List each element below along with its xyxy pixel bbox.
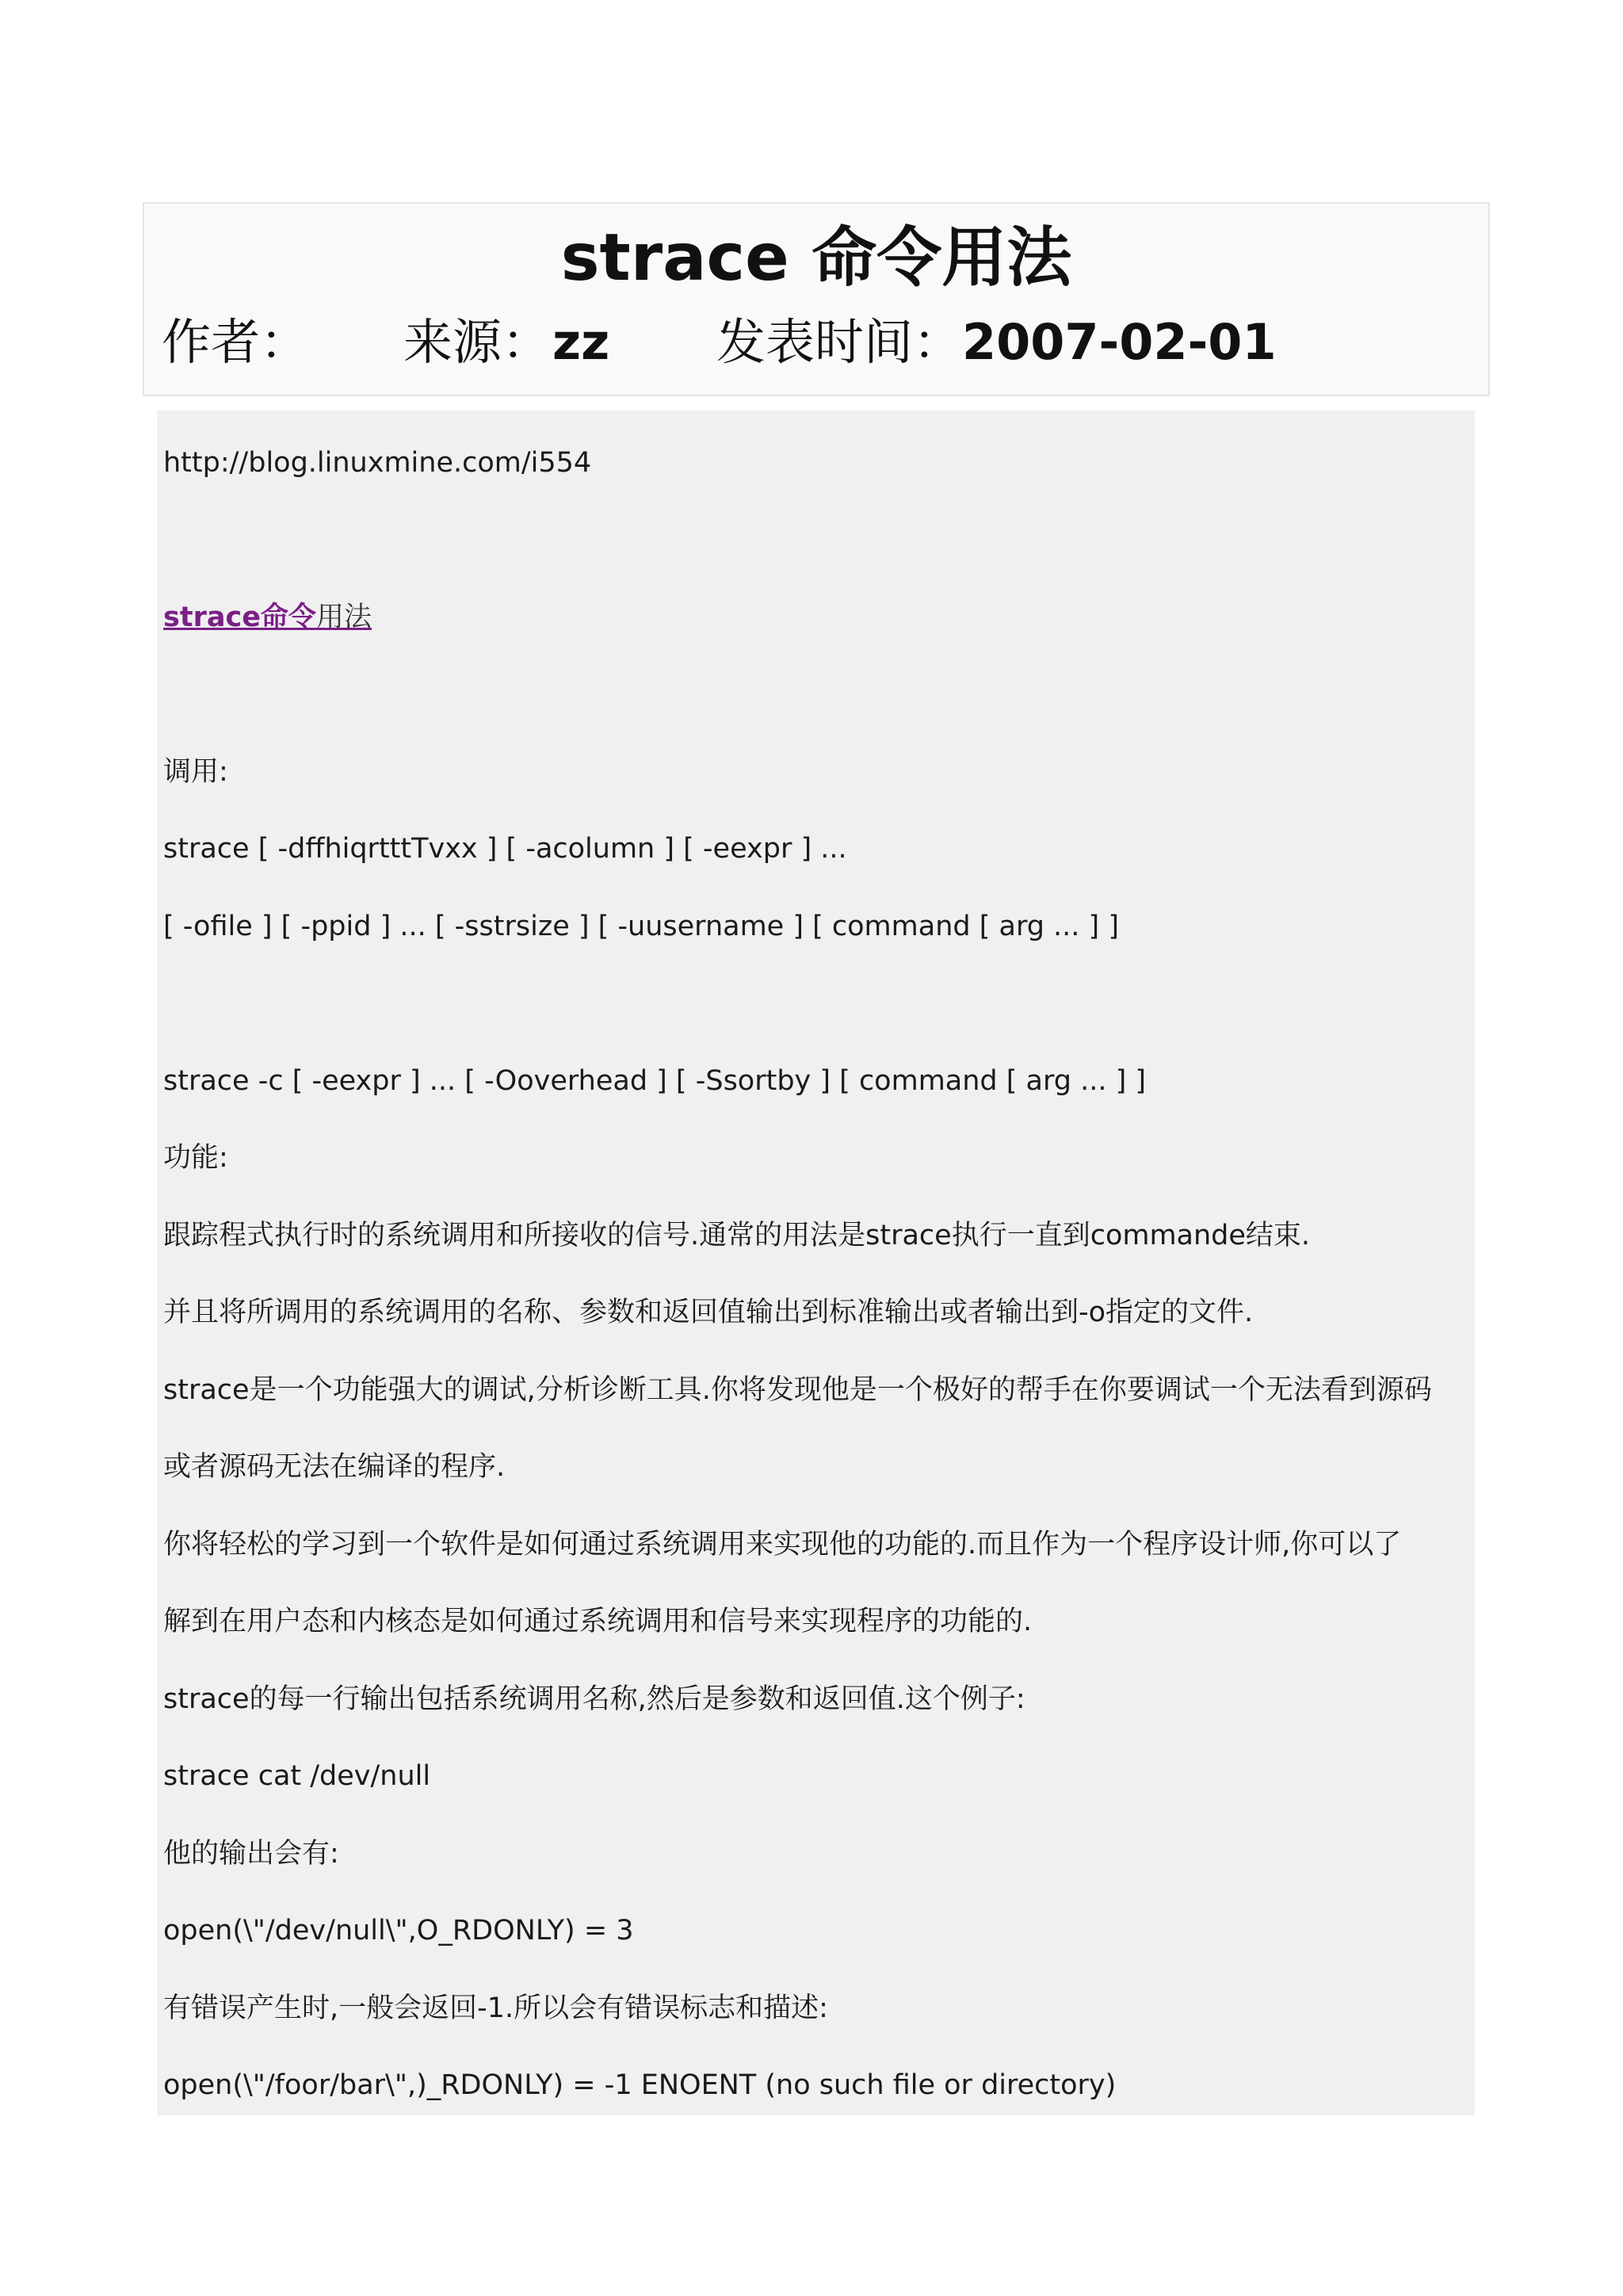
text-line: strace是一个功能强大的调试,分析诊断工具.你将发现他是一个极好的帮手在你要调试一个无法看到源码: [163, 1374, 1432, 1406]
page-title: strace 命令用法: [560, 220, 1072, 296]
text-line: 功能:: [163, 1142, 228, 1174]
text-line: 调用:: [163, 756, 228, 788]
text-line: strace -c [ -eexpr ] ... [ -Ooverhead ] [ -Ssortby ] [ command [ arg ... ] ]: [163, 1065, 1147, 1097]
text-line: [ -ofile ] [ -ppid ] ... [ -sstrsize ] [ -uusername ] [ command [ arg ... ] ]: [163, 911, 1119, 942]
text-line: 并且将所调用的系统调用的名称、参数和返回值输出到标准输出或者输出到-o指定的文件.: [163, 1297, 1254, 1328]
text-line: strace cat /dev/null: [163, 1760, 431, 1792]
text-line: 他的输出会有:: [163, 1838, 339, 1870]
article-title-link[interactable]: [163, 598, 372, 636]
text-line: 解到在用户态和内核态是如何通过系统调用和信号来实现程序的功能的.: [163, 1606, 1033, 1637]
date-label: 发表时间：: [716, 313, 963, 371]
source-url: http://blog.linuxmine.com/i554: [163, 447, 592, 479]
text-line: open(\"/dev/null\",O_RDONLY) = 3: [163, 1915, 634, 1946]
text-line: open(\"/foor/bar\",)_RDONLY) = -1 ENOENT (no such file or directory): [163, 2069, 1117, 2101]
article-header: [143, 202, 1490, 396]
link-title-part2: 用法: [315, 602, 372, 633]
text-line: strace [ -dffhiqrtttTvxx ] [ -acolumn ] [ -eexpr ] ...: [163, 833, 847, 865]
text-line: 有错误产生时,一般会返回-1.所以会有错误标志和描述:: [163, 1992, 828, 2024]
author-label: 作者：: [162, 313, 310, 371]
article-body: [157, 411, 1475, 2115]
date-value: 2007-02-01: [962, 313, 1277, 371]
link-title-part1: strace命令: [163, 602, 316, 633]
text-line: 跟踪程式执行时的系统调用和所接收的信号.通常的用法是strace执行一直到commande结束.: [163, 1220, 1311, 1251]
source-value: zz: [552, 313, 610, 371]
source-label: 来源：: [403, 313, 552, 371]
text-line: 你将轻松的学习到一个软件是如何通过系统调用来实现他的功能的.而且作为一个程序设计师,你可以了: [163, 1529, 1402, 1561]
text-line: 或者源码无法在编译的程序.: [163, 1451, 506, 1483]
text-line: strace的每一行输出包括系统调用名称,然后是参数和返回值.这个例子:: [163, 1683, 1025, 1715]
